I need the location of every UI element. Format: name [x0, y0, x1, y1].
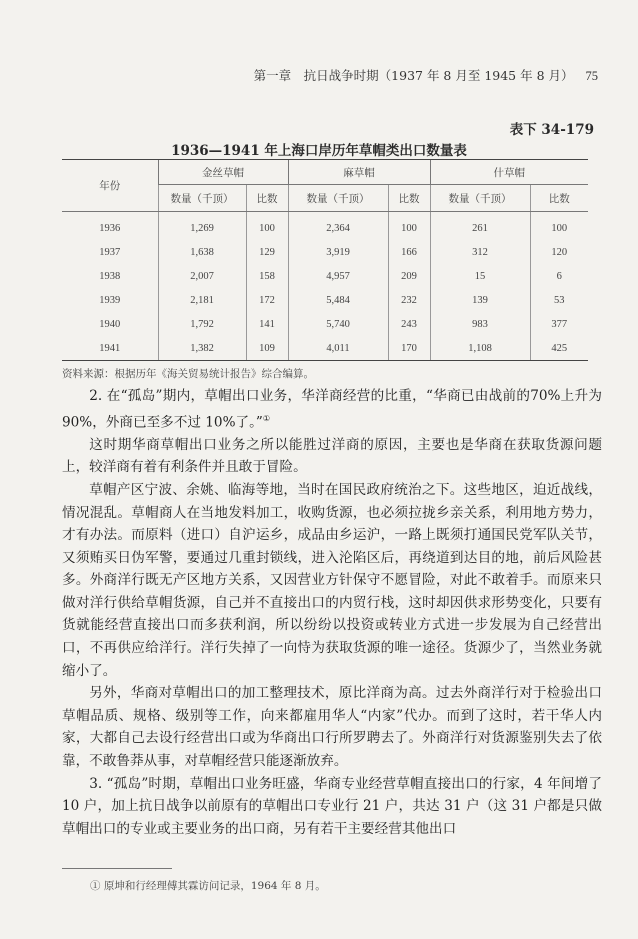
table-cell: 1,792 [158, 312, 246, 336]
table-cell: 100 [388, 212, 430, 241]
group-header-misc: 什草帽 [430, 160, 588, 185]
paragraph: 草帽产区宁波、余姚、临海等地，当时在国民政府统治之下。这些地区，迫近战线，情况混乱。草帽商人在当地发料加工，收购货源，也必须拉拢乡亲关系，利用地方势力，才有办法。而原料（进口）自沪运乡，成品由乡运沪，一路上既须打通国民党军队关节，又须贿买日伪军警，要通过几重封锁线，进入沦陷区后，再绕道到达目的地，前后风险甚多。外商洋行既无产区地方关系，又因营业方针保守不愿冒险，对此不敢着手。而原来只做对洋行供给草帽货源，自己并不直接出口的内贸行栈，这时却因供求形势变化，只要有货就能经营直接出口而多获利润，所以纷纷以投资或转业方式进一步发展为自己经营出口，不再供应给洋行。洋行失掉了一向恃为获取货源的唯一途径。货源少了，当然业务就缩小了。 [62, 481, 602, 679]
table-cell: 5,484 [288, 288, 388, 312]
running-title: 第一章 抗日战争时期（1937 年 8 月至 1945 年 8 月） [253, 68, 574, 83]
table-cell: 1,108 [430, 336, 530, 361]
page-number: 75 [585, 69, 598, 83]
footnote: ① 原坤和行经理傅其霖访问记录，1964 年 8 月。 [90, 880, 326, 892]
group-header-hemp: 麻草帽 [288, 160, 430, 185]
table-cell: 377 [530, 312, 588, 336]
table-number: 表下 34-179 [509, 122, 594, 138]
table-cell: 15 [430, 264, 530, 288]
paragraph: 3. “孤岛”时期，草帽出口业务旺盛，华商专业经营草帽直接出口的行家，4 年间增了 10 户，加上抗日战争以前原有的草帽出口专业行 21 户，共达 31 户（这 31 户都是只做草帽出口的专业或主要业务的出口商，另有若干主要经营其他出口 [62, 775, 602, 837]
table-cell: 166 [388, 240, 430, 264]
table-cell: 100 [246, 212, 288, 241]
table-cell: 1,382 [158, 336, 246, 361]
table-cell: 261 [430, 212, 530, 241]
table-row [62, 240, 588, 264]
table-cell: 2,007 [158, 264, 246, 288]
sub-header-quantity: 数量（千顶） [158, 185, 246, 212]
year-cell: 1936 [99, 222, 121, 234]
table-source-note: 资料来源：根据历年《海关贸易统计报告》综合编算。 [62, 368, 314, 380]
year-cell: 1937 [99, 246, 121, 258]
table-cell: 158 [246, 264, 288, 288]
table-cell: 4,957 [288, 264, 388, 288]
footnote-divider [62, 868, 172, 869]
sub-header-quantity: 数量（千顶） [288, 185, 388, 212]
table-cell: 3,919 [288, 240, 388, 264]
table-cell: 100 [530, 212, 588, 241]
table-cell: 209 [388, 264, 430, 288]
running-header [254, 66, 598, 84]
table-cell: 120 [530, 240, 588, 264]
year-header: 年份 [62, 160, 158, 212]
paragraph [62, 385, 602, 434]
footnote-reference[interactable]: ① [262, 413, 271, 423]
table-cell: 139 [430, 288, 530, 312]
table-row [62, 312, 588, 336]
sub-header-quantity: 数量（千顶） [430, 185, 530, 212]
paragraph: 另外，华商对草帽出口的加工整理技术，原比洋商为高。过去外商洋行对于检验出口草帽品质、规格、级别等工作，向来都雇用华人“内家”代办。而到了这时，若干华人内家，大都自己去设行经营出口或为华商出口行所罗聘去了。外商洋行对货源鉴别失去了依靠，不敢鲁莽从事，对草帽经营只能逐渐放弃。 [62, 685, 602, 770]
table-cell: 983 [430, 312, 530, 336]
table-cell: 312 [430, 240, 530, 264]
table-cell: 170 [388, 336, 430, 361]
table-cell: 53 [530, 288, 588, 312]
sub-header-index: 比数 [530, 185, 588, 212]
sub-header-index: 比数 [388, 185, 430, 212]
year-cell: 1940 [99, 318, 121, 330]
year-cell: 1939 [99, 294, 121, 306]
table-row [62, 336, 588, 361]
paragraph: 这时期华商草帽出口业务之所以能胜过洋商的原因，主要也是华商在获取货源问题上，较洋商有着有利条件并且敢于冒险。 [62, 436, 602, 476]
table-cell: 2,181 [158, 288, 246, 312]
paragraph-text: 2. 在“孤岛”期内，草帽出口业务，华洋商经营的比重，“华商已由战前的70%上升为 90%，外商已至多不过 10%了。” [62, 388, 602, 431]
table-cell: 6 [530, 264, 588, 288]
table-cell: 109 [246, 336, 288, 361]
table-cell: 243 [388, 312, 430, 336]
table-cell: 4,011 [288, 336, 388, 361]
sub-header-index: 比数 [246, 185, 288, 212]
table-cell: 141 [246, 312, 288, 336]
table-cell: 1,638 [158, 240, 246, 264]
year-cell: 1941 [62, 336, 158, 361]
table-row [62, 212, 588, 241]
table-row [62, 264, 588, 288]
table-cell: 172 [246, 288, 288, 312]
table-row [62, 288, 588, 312]
table-title: 1936—1941 年上海口岸历年草帽类出口数量表 [171, 143, 467, 159]
year-cell: 1938 [99, 270, 121, 282]
table-cell: 129 [246, 240, 288, 264]
table-cell: 425 [530, 336, 588, 361]
table-cell: 2,364 [288, 212, 388, 241]
table-cell: 232 [388, 288, 430, 312]
table-cell: 5,740 [288, 312, 388, 336]
export-quantity-table [62, 159, 588, 361]
table-cell: 1,269 [158, 212, 246, 241]
body-text [62, 385, 602, 840]
group-header-gold-silk: 金丝草帽 [158, 160, 288, 185]
